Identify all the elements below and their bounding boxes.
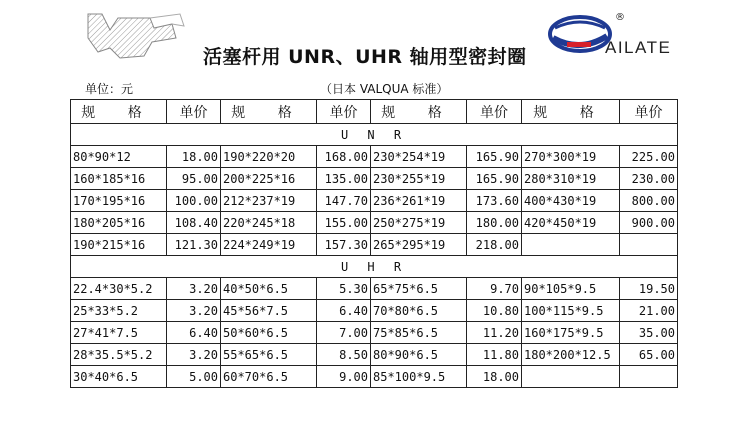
price-cell: 8.50	[317, 344, 371, 366]
spec-cell: 265*295*19	[371, 234, 467, 256]
spec-cell: 50*60*6.5	[221, 322, 317, 344]
spec-cell: 270*300*19	[522, 146, 620, 168]
seal-profile-icon	[80, 8, 190, 66]
spec-cell: 280*310*19	[522, 168, 620, 190]
price-cell: 121.30	[167, 234, 221, 256]
table-row	[71, 168, 678, 190]
column-header: 单价	[317, 100, 371, 124]
spec-cell: 75*85*6.5	[371, 322, 467, 344]
spec-cell: 100*115*9.5	[522, 300, 620, 322]
spec-cell: 60*70*6.5	[221, 366, 317, 388]
price-cell: 9.00	[317, 366, 371, 388]
spec-cell: 250*275*19	[371, 212, 467, 234]
price-cell	[620, 366, 678, 388]
table-row	[71, 300, 678, 322]
price-cell: 230.00	[620, 168, 678, 190]
header-row	[71, 100, 678, 124]
spec-cell: 200*225*16	[221, 168, 317, 190]
price-cell: 135.00	[317, 168, 371, 190]
table-row	[71, 190, 678, 212]
spec-cell: 28*35.5*5.2	[71, 344, 167, 366]
column-header: 规 格	[221, 100, 317, 124]
spec-cell: 180*200*12.5	[522, 344, 620, 366]
spec-cell: 30*40*6.5	[71, 366, 167, 388]
spec-cell: 236*261*19	[371, 190, 467, 212]
column-header: 规 格	[522, 100, 620, 124]
spec-cell: 220*245*18	[221, 212, 317, 234]
price-cell: 100.00	[167, 190, 221, 212]
spec-cell: 65*75*6.5	[371, 278, 467, 300]
spec-cell: 400*430*19	[522, 190, 620, 212]
section-title: U N R	[71, 124, 678, 146]
price-cell: 218.00	[467, 234, 522, 256]
column-header: 单价	[620, 100, 678, 124]
spec-cell: 212*237*19	[221, 190, 317, 212]
price-cell: 5.00	[167, 366, 221, 388]
price-cell: 157.30	[317, 234, 371, 256]
price-cell: 800.00	[620, 190, 678, 212]
price-cell: 11.80	[467, 344, 522, 366]
price-cell: 900.00	[620, 212, 678, 234]
price-cell: 19.50	[620, 278, 678, 300]
spec-cell: 80*90*6.5	[371, 344, 467, 366]
spec-cell: 45*56*7.5	[221, 300, 317, 322]
spec-cell: 55*65*6.5	[221, 344, 317, 366]
section-header-row	[71, 124, 678, 146]
column-header: 单价	[167, 100, 221, 124]
column-header: 规 格	[71, 100, 167, 124]
spec-cell: 190*215*16	[71, 234, 167, 256]
price-cell: 3.20	[167, 344, 221, 366]
spec-cell: 190*220*20	[221, 146, 317, 168]
price-cell: 5.30	[317, 278, 371, 300]
price-cell: 9.70	[467, 278, 522, 300]
section-title: U H R	[71, 256, 678, 278]
unit-label: 单位：元	[85, 82, 134, 96]
spec-cell: 224*249*19	[221, 234, 317, 256]
column-header: 规 格	[371, 100, 467, 124]
table-row	[71, 278, 678, 300]
spec-cell: 85*100*9.5	[371, 366, 467, 388]
standard-note: （日本 VALQUA 标准）	[320, 82, 449, 96]
price-cell: 3.20	[167, 300, 221, 322]
spec-cell: 180*205*16	[71, 212, 167, 234]
spec-cell: 160*175*9.5	[522, 322, 620, 344]
spec-cell: 230*255*19	[371, 168, 467, 190]
spec-cell: 230*254*19	[371, 146, 467, 168]
table-row	[71, 366, 678, 388]
price-cell: 165.90	[467, 168, 522, 190]
spec-cell: 25*33*5.2	[71, 300, 167, 322]
price-cell: 173.60	[467, 190, 522, 212]
spec-cell: 420*450*19	[522, 212, 620, 234]
spec-cell	[522, 366, 620, 388]
brand-name: AILATE	[605, 38, 672, 57]
price-cell: 147.70	[317, 190, 371, 212]
section-header-row	[71, 256, 678, 278]
price-cell: 10.80	[467, 300, 522, 322]
spec-cell: 90*105*9.5	[522, 278, 620, 300]
price-cell: 7.00	[317, 322, 371, 344]
price-cell: 18.00	[467, 366, 522, 388]
page-title: 活塞杆用 UNR、UHR 轴用型密封圈	[203, 46, 527, 68]
price-cell: 65.00	[620, 344, 678, 366]
table-row	[71, 146, 678, 168]
spec-cell: 40*50*6.5	[221, 278, 317, 300]
spec-cell: 160*185*16	[71, 168, 167, 190]
spec-cell	[522, 234, 620, 256]
table-row	[71, 212, 678, 234]
spec-cell: 80*90*12	[71, 146, 167, 168]
price-cell: 6.40	[317, 300, 371, 322]
price-cell: 225.00	[620, 146, 678, 168]
price-cell	[620, 234, 678, 256]
spec-cell: 22.4*30*5.2	[71, 278, 167, 300]
price-cell: 18.00	[167, 146, 221, 168]
price-cell: 155.00	[317, 212, 371, 234]
price-cell: 95.00	[167, 168, 221, 190]
column-header: 单价	[467, 100, 522, 124]
registered-mark: ®	[615, 12, 625, 23]
price-cell: 168.00	[317, 146, 371, 168]
price-cell: 108.40	[167, 212, 221, 234]
table-row	[71, 322, 678, 344]
price-cell: 21.00	[620, 300, 678, 322]
price-cell: 180.00	[467, 212, 522, 234]
price-cell: 165.90	[467, 146, 522, 168]
spec-cell: 27*41*7.5	[71, 322, 167, 344]
price-cell: 6.40	[167, 322, 221, 344]
price-cell: 35.00	[620, 322, 678, 344]
price-table	[70, 99, 678, 388]
spec-cell: 170*195*16	[71, 190, 167, 212]
price-cell: 11.20	[467, 322, 522, 344]
table-row	[71, 344, 678, 366]
spec-cell: 70*80*6.5	[371, 300, 467, 322]
price-cell: 3.20	[167, 278, 221, 300]
table-row	[71, 234, 678, 256]
